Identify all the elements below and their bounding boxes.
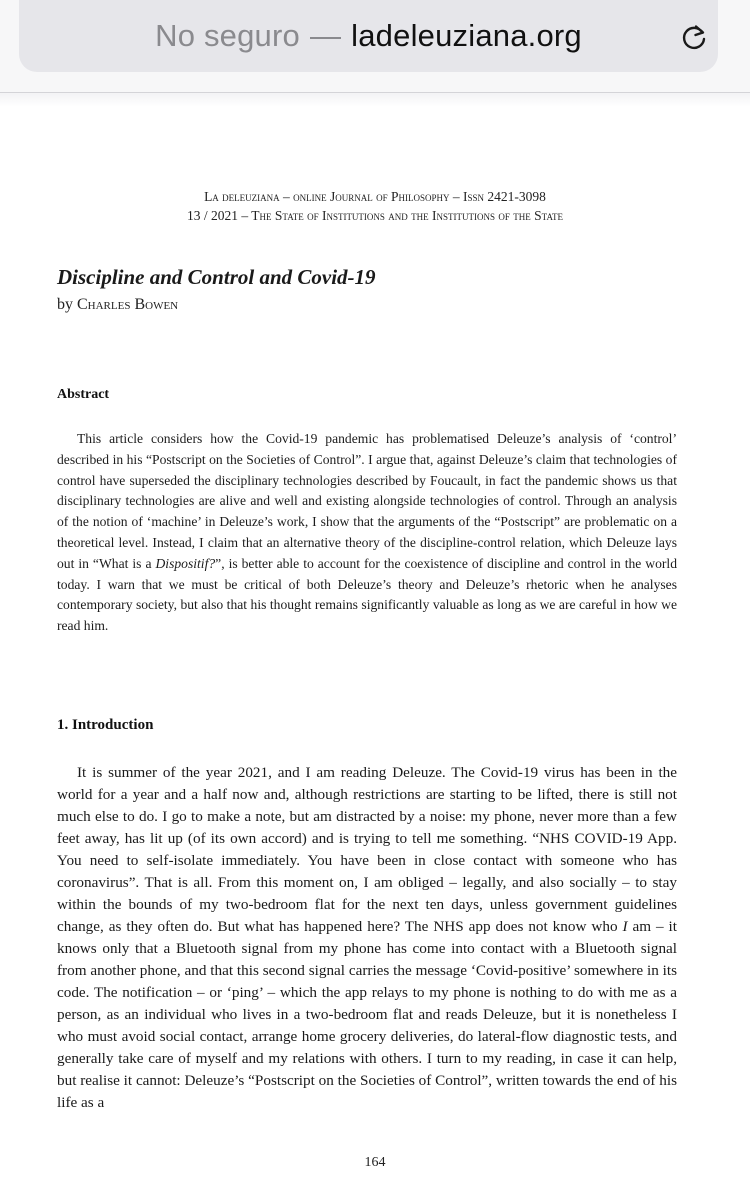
introduction-text	[57, 762, 677, 1114]
page-number: 164	[364, 1155, 386, 1170]
journal-line-2: 13 / 2021 – The State of Institutions and the Institutions of the State	[187, 208, 563, 223]
abstract-heading: Abstract	[57, 387, 110, 402]
abstract-text-part-1: This article considers how the Covid-19 pandemic has problematised Deleuze’s analysis of ‘control’ described in his “Postscript on the Societies of Control”. I argue that, against Deleuze’s claim that technologies of control have superseded the disciplinary technologies described by Foucault, in fact the pandemic shows us that disciplinary technologies are alive and well and existing alongside technologies of control. Through an analysis of the notion of ‘machine’ in Deleuze’s work, I show that the arguments of the “Postscript” are problematic on a theoretical level. Instead, I claim that an alternative theory of the discipline-control relation, which Deleuze lays out in “What is a	[57, 431, 677, 571]
introduction-text-part-2: am – it knows only that a Bluetooth signal from my phone has come into contact with a Bluetooth signal from another phone, and that this second signal carries the message ‘Covid-positive’ somewhere in its code. The notification – or ‘ping’ – which the app relays to my phone is nothing to do with me as a person, as an individual who lives in a two-bedroom flat and reads Deleuze, but it is nonetheless I who must avoid social contact, arrange home grocery deliveries, do lateral-flow diagnostic tests, and generally take care of myself and my relations with others. I turn to my reading, in case it can help, but realise it cannot: Deleuze’s “Postscript on the Societies of Control”, written towards the end of his life as a	[57, 918, 677, 1111]
document-page	[0, 107, 750, 1184]
journal-header	[0, 187, 750, 225]
reload-icon[interactable]	[676, 20, 712, 56]
abstract-italic: Dispositif?	[155, 555, 216, 571]
byline-prefix: by	[57, 296, 73, 313]
toolbar-divider	[0, 93, 750, 107]
url-separator: —	[309, 18, 342, 53]
article-title: Discipline and Control and Covid-19	[57, 265, 376, 289]
url-host: ladeleuziana.org	[351, 18, 582, 53]
journal-line-1: La deleuziana – online Journal of Philosophy – Issn 2421-3098	[204, 189, 546, 204]
byline	[57, 296, 178, 314]
introduction-text-part-1: It is summer of the year 2021, and I am reading Deleuze. The Covid-19 virus has been in the world for a year and a half now and, although restrictions are starting to be lifted, there is still not much else to do. I go to make a note, but am distracted by a noise: my phone, never more than a few feet away, has lit up (of its own accord) and is trying to tell me something. “NHS COVID-19 App. You need to self-isolate immediately. You have been in close contact with someone who has coronavirus”. That is all. From this moment on, I am obliged – legally, and also socially – to stay within the bounds of my two-bedroom flat for the next ten days, unless government guidelines change, as they often do. But what has happened here? The NHS app does not know who	[57, 764, 677, 935]
security-label: No seguro	[155, 18, 300, 53]
abstract-text-part-2: ”, is better able to account for the coexistence of discipline and control in the world today. I warn that we must be critical of both Deleuze’s theory and Deleuze’s rhetoric when he analyses contemporary society, but also that his thought remains significantly valuable as long as we are careful in how we read him.	[57, 555, 678, 634]
author-name: Charles Bowen	[77, 296, 179, 313]
introduction-italic: I	[622, 918, 628, 935]
abstract-text	[57, 429, 677, 637]
introduction-heading: 1. Introduction	[57, 717, 154, 733]
browser-toolbar	[0, 0, 750, 93]
address-bar[interactable]	[19, 0, 718, 72]
